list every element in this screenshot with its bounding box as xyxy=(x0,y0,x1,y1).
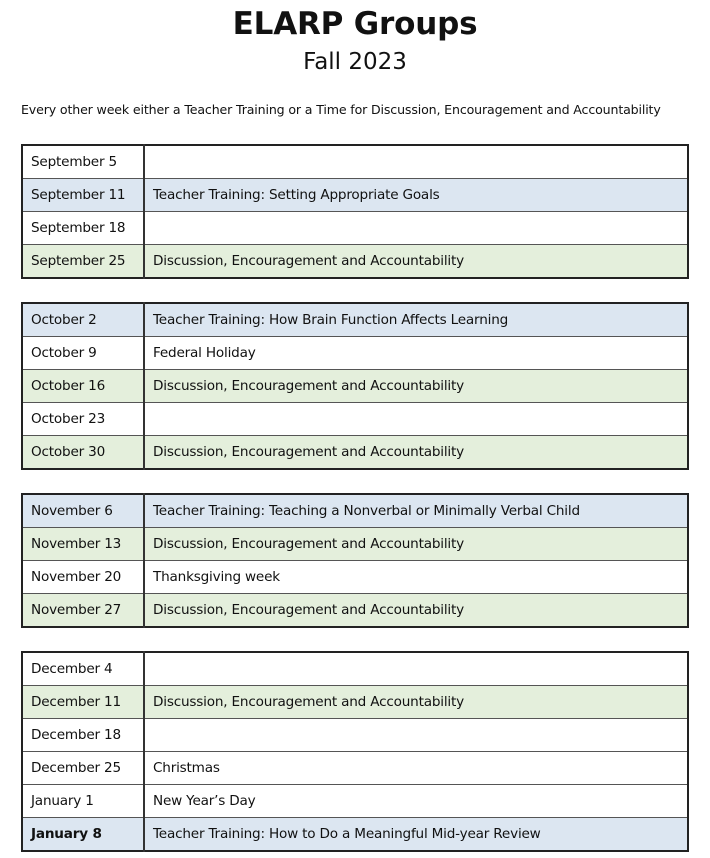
event-cell: Discussion, Encouragement and Accountability xyxy=(144,436,688,470)
table-row xyxy=(22,337,688,370)
table-row xyxy=(22,818,688,852)
date-cell: December 25 xyxy=(22,752,144,785)
event-cell: Teacher Training: How Brain Function Affects Learning xyxy=(144,303,688,337)
event-cell: Teacher Training: Setting Appropriate Goals xyxy=(144,179,688,212)
date-cell: December 4 xyxy=(22,652,144,686)
event-cell xyxy=(144,145,688,179)
date-cell: October 23 xyxy=(22,403,144,436)
date-cell: November 20 xyxy=(22,561,144,594)
table-row xyxy=(22,370,688,403)
event-cell xyxy=(144,719,688,752)
date-cell: September 5 xyxy=(22,145,144,179)
event-cell xyxy=(144,212,688,245)
event-cell: Discussion, Encouragement and Accountability xyxy=(144,686,688,719)
date-cell: October 2 xyxy=(22,303,144,337)
table-row xyxy=(22,245,688,279)
table-row xyxy=(22,403,688,436)
date-cell: January 8 xyxy=(22,818,144,852)
schedule-table-november xyxy=(21,493,689,628)
table-row xyxy=(22,436,688,470)
page-subtitle: Fall 2023 xyxy=(303,49,407,75)
date-cell: November 13 xyxy=(22,528,144,561)
table-row xyxy=(22,303,688,337)
table-row xyxy=(22,179,688,212)
date-cell: September 11 xyxy=(22,179,144,212)
event-cell: Discussion, Encouragement and Accountability xyxy=(144,594,688,628)
page-title: ELARP Groups xyxy=(232,6,478,42)
date-cell: September 18 xyxy=(22,212,144,245)
date-cell: October 30 xyxy=(22,436,144,470)
schedule-table-september xyxy=(21,144,689,279)
event-cell: Thanksgiving week xyxy=(144,561,688,594)
event-cell: Christmas xyxy=(144,752,688,785)
date-cell: October 16 xyxy=(22,370,144,403)
table-row xyxy=(22,752,688,785)
event-cell: Teacher Training: Teaching a Nonverbal or Minimally Verbal Child xyxy=(144,494,688,528)
event-cell: Federal Holiday xyxy=(144,337,688,370)
date-cell: December 18 xyxy=(22,719,144,752)
event-cell xyxy=(144,652,688,686)
date-cell: November 6 xyxy=(22,494,144,528)
table-row xyxy=(22,594,688,628)
table-row xyxy=(22,686,688,719)
table-row xyxy=(22,494,688,528)
table-row xyxy=(22,719,688,752)
date-cell: October 9 xyxy=(22,337,144,370)
date-cell: November 27 xyxy=(22,594,144,628)
event-cell xyxy=(144,403,688,436)
table-row xyxy=(22,652,688,686)
schedule-table-december xyxy=(21,651,689,852)
table-row xyxy=(22,528,688,561)
table-row xyxy=(22,561,688,594)
date-cell: September 25 xyxy=(22,245,144,279)
event-cell: Discussion, Encouragement and Accountability xyxy=(144,245,688,279)
table-row xyxy=(22,145,688,179)
table-row xyxy=(22,212,688,245)
intro-text: Every other week either a Teacher Training or a Time for Discussion, Encouragement and Accountability xyxy=(21,102,661,117)
date-cell: December 11 xyxy=(22,686,144,719)
schedule-table-october xyxy=(21,302,689,470)
event-cell: Discussion, Encouragement and Accountability xyxy=(144,528,688,561)
event-cell: New Year’s Day xyxy=(144,785,688,818)
date-cell: January 1 xyxy=(22,785,144,818)
table-row xyxy=(22,785,688,818)
event-cell: Teacher Training: How to Do a Meaningful Mid-year Review xyxy=(144,818,688,852)
event-cell: Discussion, Encouragement and Accountability xyxy=(144,370,688,403)
